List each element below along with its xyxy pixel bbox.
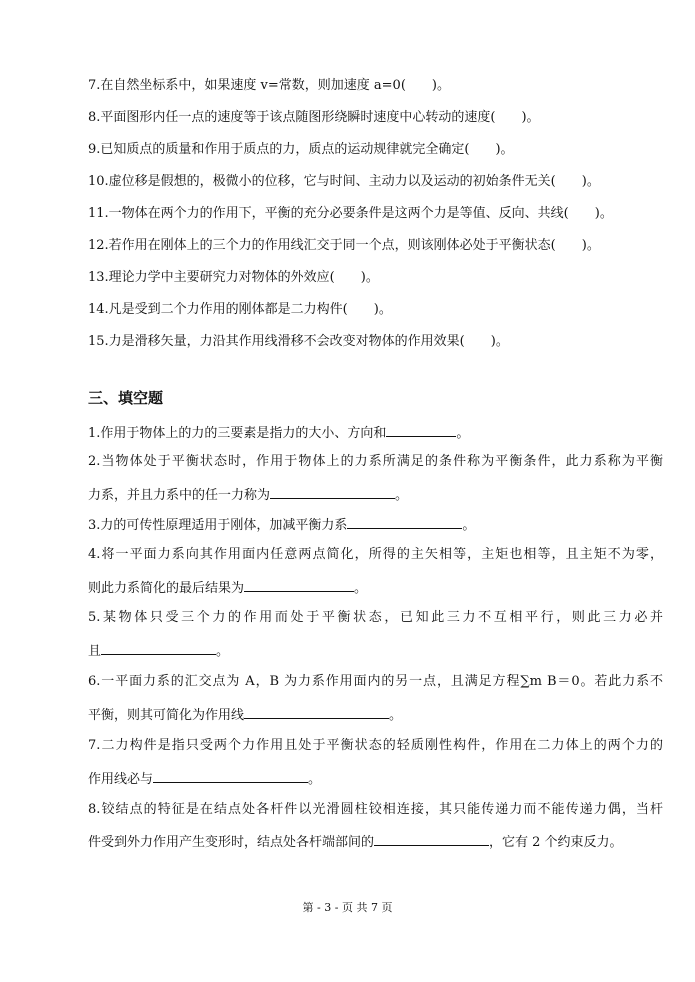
- tf-item: 13.理论力学中主要研究力对物体的外效应( )。: [88, 270, 379, 285]
- fill-question-2-line2: [88, 484, 663, 506]
- question-text: 。: [354, 581, 368, 596]
- tf-item: 15.力是滑移矢量，力沿其作用线滑移不会改变对物体的作用效果( )。: [88, 334, 509, 349]
- answer-blank[interactable]: [270, 484, 395, 499]
- tf-item: 11.一物体在两个力的作用下，平衡的充分必要条件是这两个力是等值、反向、共线( )。: [88, 206, 613, 221]
- tf-item: 7.在自然坐标系中，如果速度 v=常数，则加速度 a=0( )。: [88, 78, 450, 93]
- fill-question-1: [88, 422, 663, 444]
- answer-blank[interactable]: [386, 422, 456, 437]
- question-text: 。: [308, 772, 322, 787]
- question-text: 则此力系简化的最后结果为: [88, 581, 245, 596]
- answer-blank[interactable]: [347, 514, 462, 529]
- question-text: 作用线必与: [88, 772, 154, 787]
- fill-question-6-line2: [88, 704, 663, 726]
- tf-item: 8.平面图形内任一点的速度等于该点随图形绕瞬时速度中心转动的速度( )。: [88, 110, 540, 125]
- fill-question-5-line1: 5.某物体只受三个力的作用而处于平衡状态，已知此三力不互相平行，则此三力必并: [88, 610, 663, 625]
- question-text: 。: [216, 644, 230, 659]
- question-text: 且: [88, 644, 102, 659]
- fill-question-7-line1: 7.二力构件是指只受两个力作用且处于平衡状态的轻质刚性构件，作用在二力体上的两个力的: [88, 738, 663, 753]
- section-title: 三、填空题: [88, 389, 164, 407]
- question-text: 。: [462, 518, 476, 533]
- tf-item: 10.虚位移是假想的，极微小的位移，它与时间、主动力以及运动的初始条件无关( )。: [88, 174, 600, 189]
- fill-question-6-line1: 6.一平面力系的汇交点为 A，B 为力系作用面内的另一点，且满足方程∑m B＝0。若此力系不: [88, 674, 663, 689]
- tf-item: 9.已知质点的质量和作用于质点的力，质点的运动规律就完全确定( )。: [88, 142, 514, 157]
- fill-question-5-line2: [88, 640, 663, 662]
- answer-blank[interactable]: [244, 577, 354, 592]
- tf-item: 12.若作用在刚体上的三个力的作用线汇交于同一个点，则该刚体必处于平衡状态( )。: [88, 238, 600, 253]
- question-text: 件受到外力作用产生变形时，结点处各杆端部间的: [88, 835, 375, 850]
- answer-blank[interactable]: [101, 640, 216, 655]
- question-text: 。: [395, 488, 409, 503]
- fill-question-8-line1: 8.铰结点的特征是在结点处各杆件以光滑圆柱铰相连接，其只能传递力而不能传递力偶，当杆: [88, 802, 663, 817]
- fill-question-7-line2: [88, 768, 663, 790]
- answer-blank[interactable]: [153, 768, 308, 783]
- fill-question-4-line1: 4.将一平面力系向其作用面内任意两点简化，所得的主矢相等，主矩也相等，且主矩不为零，: [88, 547, 663, 562]
- question-text: 。: [456, 426, 470, 441]
- fill-question-3: [88, 514, 663, 536]
- fill-question-2-line1: 2.当物体处于平衡状态时，作用于物体上的力系所满足的条件称为平衡条件，此力系称为平衡: [88, 454, 663, 469]
- question-text: 1.作用于物体上的力的三要素是指力的大小、方向和: [88, 426, 387, 441]
- page-number-footer: 第 - 3 - 页 共 7 页: [302, 901, 393, 914]
- fill-question-8-line2: [88, 831, 663, 853]
- fill-question-4-line2: [88, 577, 663, 599]
- question-text: ，它有 2 个约束反力。: [489, 835, 623, 850]
- question-text: 。: [389, 708, 403, 723]
- answer-blank[interactable]: [374, 831, 489, 846]
- tf-item: 14.凡是受到二个力作用的刚体都是二力构件( )。: [88, 302, 392, 317]
- question-text: 力系，并且力系中的任一力称为: [88, 488, 271, 503]
- question-text: 3.力的可传性原理适用于刚体，加减平衡力系: [88, 518, 348, 533]
- question-text: 平衡，则其可简化为作用线: [88, 708, 245, 723]
- answer-blank[interactable]: [244, 704, 389, 719]
